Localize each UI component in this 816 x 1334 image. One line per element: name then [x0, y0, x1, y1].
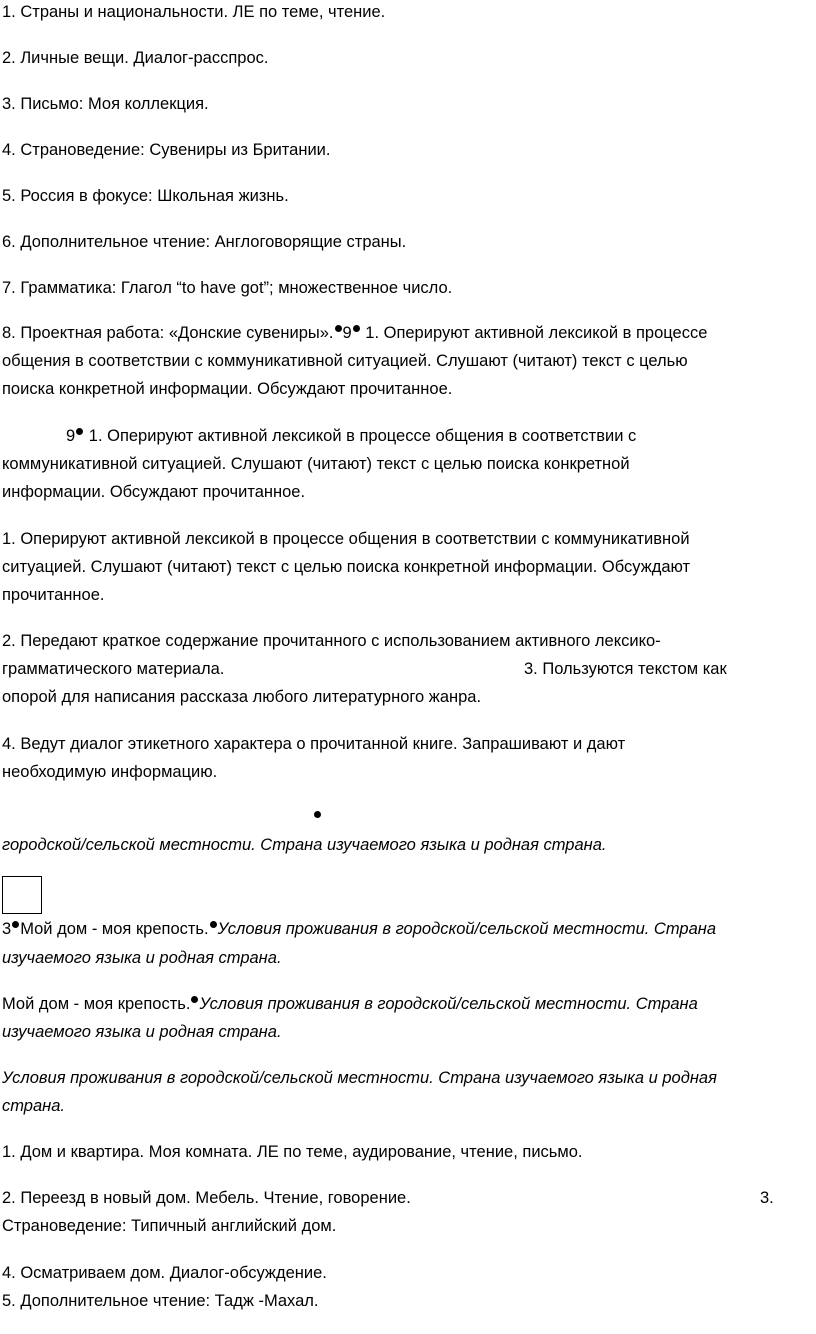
list-item: 2. Переезд в новый дом. Мебель. Чтение, говорение. — [2, 1189, 411, 1207]
bullet-icon — [12, 921, 19, 928]
paragraph-line: общения в соответствии с коммуникативной ситуацией. Слушают (читают) текст с целью — [2, 352, 688, 370]
list-item: 5. Россия в фокусе: Школьная жизнь. — [2, 187, 289, 205]
paragraph-line: 1. Оперируют активной лексикой в процессе общения в соответствии с коммуникативной — [2, 530, 690, 548]
list-item-project — [2, 322, 707, 344]
list-item: 4. Осматриваем дом. Диалог-обсуждение. — [2, 1264, 327, 1282]
paragraph-line: ситуацией. Слушают (читают) текст с целью поиска конкретной информации. Обсуждают — [2, 558, 691, 576]
empty-box — [2, 876, 42, 914]
bullet-icon — [191, 996, 198, 1003]
list-item: 1. Страны и национальности. ЛЕ по теме, чтение. — [2, 3, 386, 21]
list-item: 6. Дополнительное чтение: Англоговорящие страны. — [2, 233, 407, 251]
bullet-icon — [353, 325, 360, 332]
bullet-icon — [210, 921, 217, 928]
bullet-icon — [76, 428, 83, 435]
bullet-icon — [335, 325, 342, 332]
list-item: Страноведение: Типичный английский дом. — [2, 1217, 337, 1235]
item-number: 9 — [342, 324, 352, 342]
paragraph-line: изучаемого языка и родная страна. — [2, 1023, 282, 1041]
section-heading — [2, 993, 698, 1015]
list-item: 2. Личные вещи. Диалог-расспрос. — [2, 49, 269, 67]
section-title: Мой дом - моя крепость. — [20, 920, 209, 938]
paragraph-line: грамматического материала. — [2, 660, 225, 678]
paragraph-line: опорой для написания рассказа любого литературного жанра. — [2, 688, 482, 706]
section-title: Мой дом - моя крепость. — [2, 995, 191, 1013]
bullet-icon — [314, 811, 321, 818]
paragraph-line: коммуникативной ситуацией. Слушают (читают) текст с целью поиска конкретной — [2, 455, 630, 473]
section-subtitle: Условия проживания в городской/сельской местности. Страна — [217, 920, 717, 938]
item-text: 1. Оперируют активной лексикой в процессе общения в соответствии с — [84, 427, 637, 445]
paragraph-line: Условия проживания в городской/сельской местности. Страна изучаемого языка и родная — [2, 1069, 717, 1087]
list-item: 4. Страноведение: Сувениры из Британии. — [2, 141, 331, 159]
list-item: 5. Дополнительное чтение: Тадж -Махал. — [2, 1292, 319, 1310]
paragraph-line: 2. Передают краткое содержание прочитанного с использованием активного лексико- — [2, 632, 661, 650]
paragraph-line: 3. Пользуются текстом как — [524, 660, 727, 678]
section-heading — [2, 918, 716, 940]
list-item: 3. — [760, 1189, 774, 1207]
item-text: 8. Проектная работа: «Донские сувениры». — [2, 324, 334, 342]
item-number: 3 — [2, 920, 12, 938]
paragraph-line: прочитанное. — [2, 586, 105, 604]
paragraph-line: поиска конкретной информации. Обсуждают прочитанное. — [2, 380, 453, 398]
paragraph-line: страна. — [2, 1097, 66, 1115]
list-item: 7. Грамматика: Глагол “to have got”; множественное число. — [2, 279, 453, 297]
list-item: 3. Письмо: Моя коллекция. — [2, 95, 209, 113]
paragraph-line: необходимую информацию. — [2, 763, 218, 781]
paragraph-line: 4. Ведут диалог этикетного характера о прочитанной книге. Запрашивают и дают — [2, 735, 626, 753]
item-number: 9 — [66, 427, 76, 445]
section-subtitle: Условия проживания в городской/сельской местности. Страна — [199, 995, 698, 1013]
item-text: 1. Оперируют активной лексикой в процессе — [360, 324, 708, 342]
list-item: 1. Дом и квартира. Моя комната. ЛЕ по теме, аудирование, чтение, письмо. — [2, 1143, 583, 1161]
paragraph-line: информации. Обсуждают прочитанное. — [2, 483, 306, 501]
paragraph-line: городской/сельской местности. Страна изучаемого языка и родная страна. — [2, 836, 607, 854]
paragraph-line: изучаемого языка и родная страна. — [2, 949, 282, 967]
paragraph-line — [66, 425, 636, 447]
